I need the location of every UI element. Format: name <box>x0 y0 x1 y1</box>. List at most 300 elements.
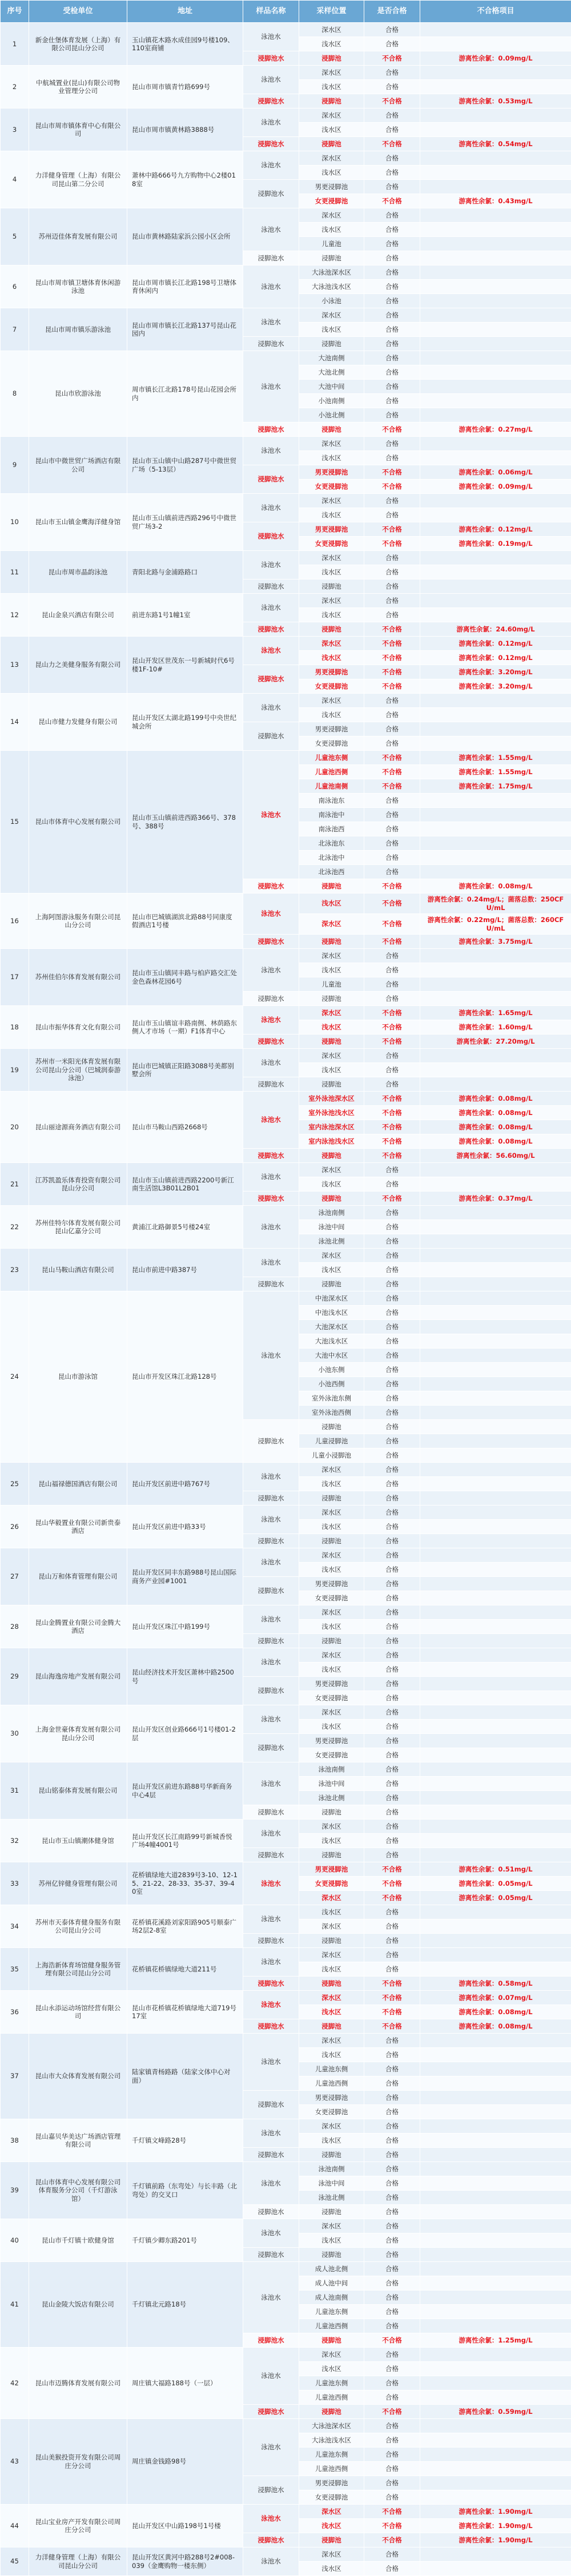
failed-item <box>420 223 571 237</box>
sampling-position: 儿童池 <box>299 237 364 251</box>
sampling-position: 浅水区 <box>299 1563 364 1577</box>
failed-item: 游离性余氯：0.08mg/L <box>420 879 571 893</box>
unit-address: 昆山市周市镇黄林路3888号 <box>127 108 243 151</box>
failed-item <box>420 1277 571 1291</box>
result-status: 合格 <box>364 736 420 751</box>
sample-name: 浸脚池水 <box>243 1577 299 1605</box>
failed-item <box>420 1548 571 1563</box>
sampling-position: 深水区 <box>299 551 364 565</box>
failed-item <box>420 1705 571 1720</box>
sample-name: 泳池水 <box>243 1905 299 1934</box>
result-status: 合格 <box>364 1962 420 1977</box>
sample-name: 浸脚池水 <box>243 2148 299 2162</box>
sampling-position: 女更浸脚池 <box>299 537 364 551</box>
sampling-position: 浸脚池 <box>299 1420 364 1434</box>
result-status: 合格 <box>364 694 420 708</box>
sampling-position: 儿童池东侧 <box>299 2376 364 2390</box>
sampling-position: 儿童池 <box>299 977 364 992</box>
result-status: 合格 <box>364 1791 420 1805</box>
failed-item <box>420 2490 571 2505</box>
failed-item <box>420 2390 571 2405</box>
result-status: 合格 <box>364 1491 420 1506</box>
sample-name: 浸脚池水 <box>243 579 299 594</box>
inspected-unit: 昆山永添运动场馆经营有限公司 <box>29 1991 127 2034</box>
sampling-position: 浅水区 <box>299 80 364 94</box>
failed-item <box>420 37 571 51</box>
failed-item <box>420 2219 571 2233</box>
sampling-position: 浸脚池 <box>299 879 364 893</box>
row-number: 44 <box>1 2505 29 2547</box>
failed-item <box>420 437 571 451</box>
failed-item <box>420 694 571 708</box>
sampling-position: 深水区 <box>299 1506 364 1520</box>
sampling-position: 深水区 <box>299 108 364 123</box>
inspected-unit: 昆山市周市镇乐游泳池 <box>29 308 127 351</box>
table-row <box>1 1049 571 1063</box>
sampling-position: 女更浸脚池 <box>299 1691 364 1705</box>
failed-item: 游离性余氯：56.60mg/L <box>420 1149 571 1163</box>
failed-item: 游离性余氯：0.51mg/L <box>420 1862 571 1877</box>
result-status: 合格 <box>364 123 420 137</box>
failed-item <box>420 1477 571 1491</box>
sample-name: 浸脚池水 <box>243 1848 299 1862</box>
row-number: 29 <box>1 1648 29 1705</box>
sampling-position: 浸脚池 <box>299 2248 364 2262</box>
sample-name: 泳池水 <box>243 2419 299 2476</box>
result-status: 合格 <box>364 80 420 94</box>
result-status: 合格 <box>364 1306 420 1320</box>
row-number: 32 <box>1 1820 29 1862</box>
result-status: 合格 <box>364 1677 420 1691</box>
failed-item <box>420 251 571 265</box>
result-status: 合格 <box>364 1434 420 1448</box>
inspected-unit: 力洋健身管理（上海）有限公司昆山分公司 <box>29 2547 127 2576</box>
row-number: 13 <box>1 637 29 694</box>
failed-item <box>420 1448 571 1463</box>
inspected-unit: 苏州佳伯尔体育发展有限公司 <box>29 949 127 1006</box>
sampling-position: 浸脚池 <box>299 1848 364 1862</box>
sampling-position: 男更浸脚池 <box>299 1862 364 1877</box>
table-row <box>1 1163 571 1177</box>
sample-name: 泳池水 <box>243 1705 299 1734</box>
row-number: 2 <box>1 66 29 108</box>
row-number: 8 <box>1 351 29 437</box>
table-row <box>1 108 571 123</box>
failed-item: 游离性余氯：1.55mg/L <box>420 751 571 765</box>
failed-item <box>420 2376 571 2390</box>
sampling-position: 小池南侧 <box>299 394 364 408</box>
result-status: 合格 <box>364 2362 420 2376</box>
result-status: 不合格 <box>364 1977 420 1991</box>
sample-name: 泳池水 <box>243 1506 299 1534</box>
failed-item <box>420 2148 571 2162</box>
table-row <box>1 1862 571 1877</box>
sampling-position: 女更浸脚池 <box>299 1748 364 1762</box>
result-status: 合格 <box>364 1263 420 1277</box>
sampling-position: 浅水区 <box>299 1177 364 1192</box>
failed-item: 游离性余氯：0.59mg/L <box>420 2405 571 2419</box>
sampling-position: 浅水区 <box>299 1834 364 1848</box>
sampling-position: 北泳池东 <box>299 836 364 851</box>
sampling-position: 男更浸脚池 <box>299 1677 364 1691</box>
table-row <box>1 2547 571 2562</box>
result-status: 合格 <box>364 1477 420 1491</box>
failed-item <box>420 794 571 808</box>
failed-item <box>420 180 571 194</box>
failed-item <box>420 1962 571 1977</box>
result-status: 合格 <box>364 2291 420 2305</box>
sampling-position: 浸脚池 <box>299 2405 364 2419</box>
failed-item <box>420 166 571 180</box>
inspected-unit: 昆山市中微世贸广场酒店有限公司 <box>29 437 127 494</box>
sample-name: 浸脚池水 <box>243 2333 299 2348</box>
result-status: 合格 <box>364 365 420 380</box>
table-row <box>1 1605 571 1620</box>
result-status: 合格 <box>364 2119 420 2134</box>
sample-name: 浸脚池水 <box>243 94 299 108</box>
result-status: 合格 <box>364 237 420 251</box>
sampling-position: 大泳池浅水区 <box>299 2433 364 2448</box>
sampling-position: 浸脚池 <box>299 1977 364 1991</box>
sample-name: 浸脚池水 <box>243 251 299 265</box>
sampling-position: 深水区 <box>299 437 364 451</box>
result-status: 合格 <box>364 108 420 123</box>
inspected-unit: 昆山市玉山镇金鹰海洋健身馆 <box>29 494 127 551</box>
failed-item: 游离性余氯：3.75mg/L <box>420 935 571 949</box>
failed-item <box>420 2134 571 2148</box>
sample-name: 浸脚池水 <box>243 2019 299 2034</box>
result-status: 合格 <box>364 2176 420 2191</box>
sample-name: 泳池水 <box>243 1862 299 1905</box>
unit-address: 昆山市周市镇青竹路699号 <box>127 66 243 108</box>
failed-item: 游离性余氯：1.65mg/L <box>420 1006 571 1020</box>
sampling-position: 成人池北侧 <box>299 2262 364 2276</box>
failed-item <box>420 2547 571 2562</box>
result-status: 不合格 <box>364 480 420 494</box>
inspected-unit: 新金仕堡体育发展（上海）有限公司昆山分公司 <box>29 23 127 66</box>
failed-item <box>420 2119 571 2134</box>
result-status: 不合格 <box>364 914 420 935</box>
sample-name: 浸脚池水 <box>243 2405 299 2419</box>
result-status: 合格 <box>364 1620 420 1634</box>
failed-item <box>420 1249 571 1263</box>
failed-item <box>420 80 571 94</box>
table-row <box>1 949 571 963</box>
sampling-position: 室外泳池深水区 <box>299 1092 364 1106</box>
table-body <box>1 23 571 2576</box>
unit-address: 昆山市前进中路387号 <box>127 1249 243 1291</box>
unit-address: 昆山市花桥镇花桥镇绿地大道719号17室 <box>127 1991 243 2034</box>
sampling-position: 浅水区 <box>299 166 364 180</box>
result-status: 合格 <box>364 1634 420 1648</box>
sampling-position: 室外泳池东侧 <box>299 1391 364 1406</box>
failed-item <box>420 1206 571 1220</box>
row-number: 19 <box>1 1049 29 1092</box>
sample-name: 泳池水 <box>243 265 299 308</box>
sampling-position: 儿童池东侧 <box>299 2305 364 2319</box>
result-status: 合格 <box>364 794 420 808</box>
result-status: 不合格 <box>364 1149 420 1163</box>
result-status: 合格 <box>364 2547 420 2562</box>
sample-name: 浸脚池水 <box>243 2205 299 2219</box>
failed-item <box>420 2091 571 2105</box>
row-number: 34 <box>1 1905 29 1948</box>
result-status: 合格 <box>364 23 420 37</box>
inspected-unit: 昆山市体育中心发展有限公司 <box>29 751 127 893</box>
result-status: 不合格 <box>364 194 420 208</box>
sampling-position: 浸脚池 <box>299 1534 364 1548</box>
sampling-position: 泳池中间 <box>299 1220 364 1234</box>
unit-address: 花桥镇绿地大道2839号3-10、12-15、21-22、28-33、35-37、39-40室 <box>127 1862 243 1905</box>
result-status: 合格 <box>364 1691 420 1705</box>
sampling-position: 女更浸脚池 <box>299 2490 364 2505</box>
row-number: 38 <box>1 2119 29 2162</box>
unit-address: 千灯镇文峰路28号 <box>127 2119 243 2162</box>
sampling-position: 浅水区 <box>299 2233 364 2248</box>
result-status: 合格 <box>364 1605 420 1620</box>
sampling-position: 浸脚池 <box>299 137 364 151</box>
result-status: 合格 <box>364 2390 420 2405</box>
table-row <box>1 1762 571 1777</box>
failed-item: 游离性余氯：0.22mg/L；菌落总数：260CFU/mL <box>420 914 571 935</box>
failed-item: 游离性余氯：0.09mg/L <box>420 51 571 66</box>
table-row <box>1 1092 571 1106</box>
result-status: 合格 <box>364 1220 420 1234</box>
unit-address: 昆山市玉山镇前进西路296号中微世贸广场3-2 <box>127 494 243 551</box>
unit-address: 萧林中路666号九方购物中心2楼018室 <box>127 151 243 208</box>
sampling-position: 浅水区 <box>299 565 364 579</box>
result-status: 合格 <box>364 608 420 622</box>
sampling-position: 大泳池深水区 <box>299 265 364 280</box>
inspected-unit: 昆山市千灯镇十欧健身馆 <box>29 2219 127 2262</box>
result-status: 不合格 <box>364 622 420 637</box>
table-row <box>1 2505 571 2519</box>
sample-name: 泳池水 <box>243 2547 299 2576</box>
inspected-unit: 苏州市天泰体育健身服务有限公司昆山分公司 <box>29 1905 127 1948</box>
sampling-position: 深水区 <box>299 1006 364 1020</box>
sample-name: 泳池水 <box>243 1163 299 1192</box>
inspected-unit: 昆山宝业房产开发有限公司周庄分公司 <box>29 2505 127 2547</box>
table-row <box>1 2162 571 2176</box>
unit-address: 昆山开发区创业路666号1号楼01-2层 <box>127 1705 243 1762</box>
sampling-position: 浅水区 <box>299 1720 364 1734</box>
inspected-unit: 昆山市振华体育文化有限公司 <box>29 1006 127 1049</box>
sample-name: 泳池水 <box>243 23 299 51</box>
unit-address: 青阳北路与金浦路路口 <box>127 551 243 594</box>
sample-name: 泳池水 <box>243 1249 299 1277</box>
result-status: 不合格 <box>364 1877 420 1891</box>
result-status: 合格 <box>364 1363 420 1377</box>
table-row <box>1 1905 571 1919</box>
result-status: 合格 <box>364 265 420 280</box>
sampling-position: 小池东侧 <box>299 1363 364 1377</box>
unit-address: 周庄镇金钱路98号 <box>127 2419 243 2505</box>
sampling-position: 大池深水区 <box>299 1320 364 1334</box>
sampling-position: 浸脚池 <box>299 1277 364 1291</box>
sampling-position: 男更浸脚池 <box>299 2476 364 2490</box>
sample-name: 泳池水 <box>243 1820 299 1848</box>
sample-name: 泳池水 <box>243 437 299 465</box>
sampling-position: 浅水区 <box>299 508 364 522</box>
unit-address: 昆山开发区世茂东一号新城时代6号楼1F-10# <box>127 637 243 694</box>
inspected-unit: 力洋健身管理（上海）有限公司昆山第二分公司 <box>29 151 127 208</box>
result-status: 合格 <box>364 323 420 337</box>
sample-name: 泳池水 <box>243 2162 299 2205</box>
result-status: 合格 <box>364 66 420 80</box>
unit-address: 周市镇长江北路178号昆山花园会所内 <box>127 351 243 437</box>
sample-name: 泳池水 <box>243 1092 299 1149</box>
sample-name: 泳池水 <box>243 2219 299 2248</box>
sampling-position: 深水区 <box>299 594 364 608</box>
failed-item <box>420 963 571 977</box>
failed-item <box>420 1919 571 1934</box>
inspected-unit: 苏州亿锌健身管理有限公司 <box>29 1862 127 1905</box>
sampling-position: 深水区 <box>299 1648 364 1663</box>
table-row <box>1 2219 571 2233</box>
sampling-position: 儿童浸脚池 <box>299 1434 364 1448</box>
result-status: 合格 <box>364 380 420 394</box>
unit-address: 千灯镇北元路18号 <box>127 2262 243 2348</box>
sample-name: 浸脚池水 <box>243 1149 299 1163</box>
failed-item <box>420 23 571 37</box>
result-status: 合格 <box>364 1748 420 1762</box>
sampling-position: 浅水区 <box>299 37 364 51</box>
sampling-position: 浸脚池 <box>299 2148 364 2162</box>
sampling-position: 泳池南侧 <box>299 1206 364 1220</box>
sampling-position: 深水区 <box>299 2219 364 2233</box>
sampling-position: 深水区 <box>299 494 364 508</box>
sample-name: 浸脚池水 <box>243 1491 299 1506</box>
table-row <box>1 637 571 651</box>
failed-item: 游离性余氯：0.24mg/L；菌落总数：250CFU/mL <box>420 893 571 914</box>
result-status: 合格 <box>364 2105 420 2119</box>
unit-address: 昆山开发区长江南路99号新城香悦广场4幢4001号 <box>127 1820 243 1862</box>
failed-item <box>420 1677 571 1691</box>
unit-address: 陆家镇青杨路路（陆家文体中心对面） <box>127 2034 243 2119</box>
sampling-position: 男更浸脚池 <box>299 665 364 679</box>
failed-item <box>420 1434 571 1448</box>
sampling-position: 浸脚池 <box>299 1934 364 1948</box>
failed-item <box>420 1406 571 1420</box>
sampling-position: 浅水区 <box>299 1477 364 1491</box>
sample-name: 泳池水 <box>243 893 299 935</box>
result-status: 合格 <box>364 1591 420 1605</box>
sampling-position: 浸脚池 <box>299 2533 364 2547</box>
sampling-position: 男更浸脚池 <box>299 2091 364 2105</box>
failed-item <box>420 2034 571 2048</box>
result-status: 不合格 <box>364 2519 420 2533</box>
failed-item: 游离性余氯：0.12mg/L <box>420 522 571 537</box>
failed-item <box>420 2476 571 2490</box>
sampling-position: 浅水区 <box>299 223 364 237</box>
sampling-position: 浸脚池 <box>299 935 364 949</box>
sampling-position: 北泳池中 <box>299 851 364 865</box>
failed-item <box>420 294 571 308</box>
result-status: 合格 <box>364 2262 420 2276</box>
sampling-position: 室外泳池西侧 <box>299 1406 364 1420</box>
result-status: 合格 <box>364 1206 420 1220</box>
unit-address: 昆山开发区前进中路767号 <box>127 1463 243 1506</box>
row-number: 7 <box>1 308 29 351</box>
failed-item <box>420 1620 571 1634</box>
failed-item: 游离性余氯：1.90mg/L <box>420 2519 571 2533</box>
failed-item <box>420 2105 571 2119</box>
result-status: 合格 <box>364 1534 420 1548</box>
sampling-position: 浸脚池 <box>299 1149 364 1163</box>
failed-item <box>420 1420 571 1434</box>
failed-item <box>420 2205 571 2219</box>
table-row <box>1 2119 571 2134</box>
row-number: 39 <box>1 2162 29 2219</box>
sampling-position: 深水区 <box>299 694 364 708</box>
sampling-position: 深水区 <box>299 1991 364 2005</box>
result-status: 合格 <box>364 280 420 294</box>
failed-item <box>420 1391 571 1406</box>
sampling-position: 儿童池西侧 <box>299 2462 364 2476</box>
result-status: 合格 <box>364 1277 420 1291</box>
failed-item <box>420 2433 571 2448</box>
inspected-unit: 苏州迈佳体育发展有限公司 <box>29 208 127 265</box>
failed-item: 游离性余氯：0.08mg/L <box>420 1106 571 1120</box>
result-status: 合格 <box>364 394 420 408</box>
row-number: 20 <box>1 1092 29 1163</box>
inspected-unit: 昆山市周市镇卫塘体育休闲游泳池 <box>29 265 127 308</box>
failed-item <box>420 977 571 992</box>
row-number: 22 <box>1 1206 29 1249</box>
sample-name: 浸脚池水 <box>243 465 299 494</box>
sample-name: 浸脚池水 <box>243 1277 299 1291</box>
table-row <box>1 1206 571 1220</box>
sampling-position: 深水区 <box>299 1463 364 1477</box>
failed-item <box>420 408 571 422</box>
result-status: 合格 <box>364 2233 420 2248</box>
table-row <box>1 1291 571 1306</box>
sample-name: 浸脚池水 <box>243 1192 299 1206</box>
result-status: 合格 <box>364 1177 420 1192</box>
failed-item: 游离性余氯：0.08mg/L <box>420 2005 571 2019</box>
sampling-position: 浸脚池 <box>299 992 364 1006</box>
sample-name: 浸脚池水 <box>243 1934 299 1948</box>
failed-item <box>420 851 571 865</box>
result-status: 不合格 <box>364 422 420 437</box>
result-status: 合格 <box>364 1334 420 1349</box>
result-status: 合格 <box>364 337 420 351</box>
result-status: 合格 <box>364 2162 420 2176</box>
row-number: 25 <box>1 1463 29 1506</box>
sampling-position: 大池中水区 <box>299 1349 364 1363</box>
result-status: 合格 <box>364 223 420 237</box>
unit-address: 昆山市周市镇长江北路137号昆山花园内 <box>127 308 243 351</box>
failed-item: 游离性余氯：0.06mg/L <box>420 465 571 480</box>
sample-name: 泳池水 <box>243 694 299 722</box>
failed-item <box>420 1720 571 1734</box>
sample-name: 浸脚池水 <box>243 2476 299 2505</box>
sample-name: 泳池水 <box>243 1762 299 1805</box>
row-number: 26 <box>1 1506 29 1548</box>
result-status: 不合格 <box>364 1120 420 1134</box>
table-row <box>1 208 571 223</box>
sampling-position: 深水区 <box>299 1705 364 1720</box>
result-status: 合格 <box>364 294 420 308</box>
failed-item <box>420 1349 571 1363</box>
table-row <box>1 551 571 565</box>
result-status: 合格 <box>364 808 420 822</box>
failed-item <box>420 1791 571 1805</box>
result-status: 合格 <box>364 1320 420 1334</box>
result-status: 合格 <box>364 1563 420 1577</box>
unit-address: 昆山开发区同丰东路988号昆山国际商务产业园#1001 <box>127 1548 243 1605</box>
result-status: 合格 <box>364 1520 420 1534</box>
